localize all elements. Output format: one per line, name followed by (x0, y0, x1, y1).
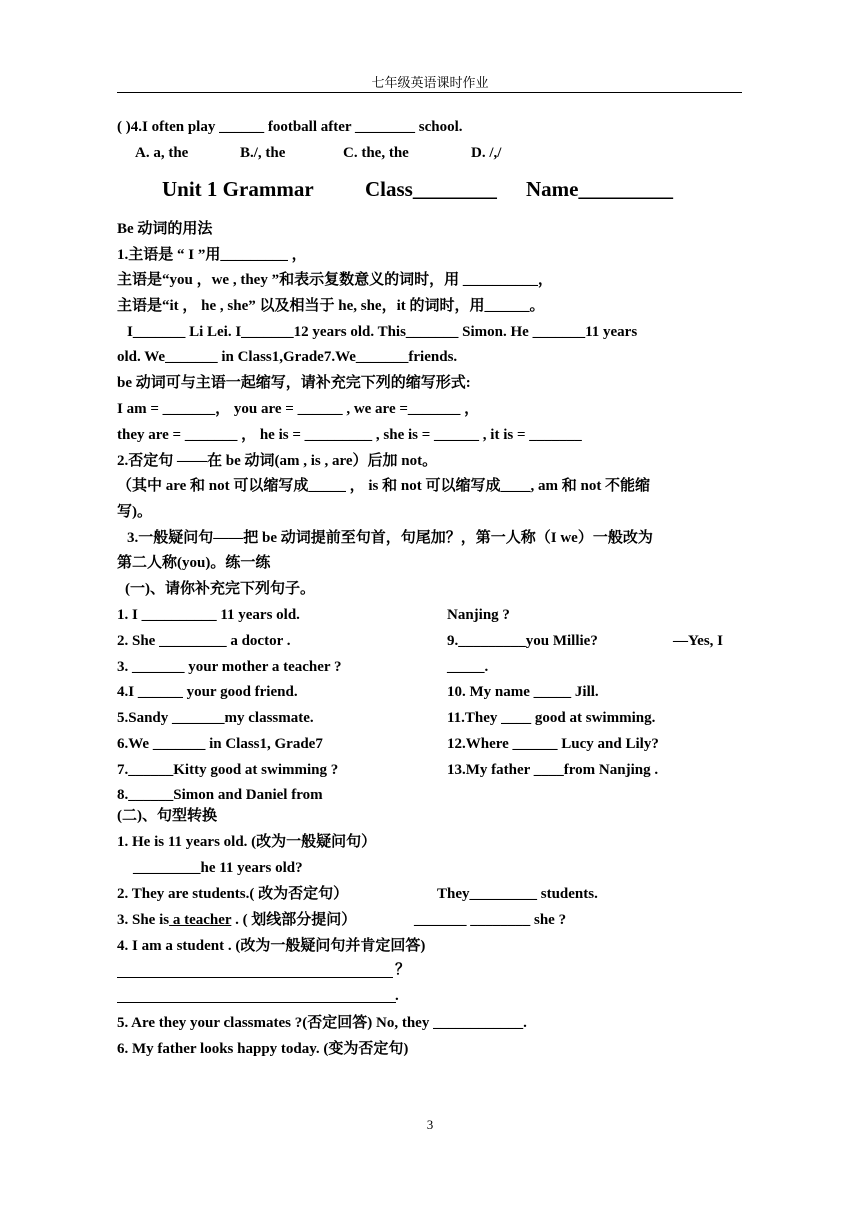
contraction-line-2: they are = _______ ， he is = _________ , she is = ______ , it is = _______ (117, 427, 582, 443)
answer-line-2 (117, 1002, 396, 1003)
q3-prefix: 3. She is (117, 912, 170, 928)
be-line-5: old. We_______ in Class1,Grade7.We_______friends. (117, 349, 458, 365)
negative-line-2: 写)。 (117, 504, 152, 520)
exercise-1-item-11: 11.They ____ good at swimming. (447, 710, 656, 726)
negative-line-1: （其中 are 和 not 可以缩写成_____ ， is 和 not 可以缩写成____, am 和 not 不能缩 (117, 478, 651, 494)
exercise-2-heading: (二)、句型转换 (117, 808, 217, 824)
unit-title: Unit 1 Grammar (162, 177, 314, 201)
q3-underlined-phrase: a teacher (169, 912, 232, 928)
be-line-4: I_______ Li Lei. I_______12 years old. This_______ Simon. He _______11 years (127, 324, 638, 340)
exercise-2-q4: 4. I am a student . (改为一般疑问句并肯定回答) (117, 938, 426, 954)
question-line-2: 第二人称(you)。练一练 (117, 555, 271, 571)
exercise-1-heading: (一)、请你补充完下列句子。 (125, 581, 315, 597)
page-number: 3 (426, 1117, 434, 1132)
be-heading: Be 动词的用法 (117, 221, 213, 237)
question-line-1: 3.一般疑问句——把 be 动词提前至句首，句尾加？，第一人称（I we）一般改为 (127, 530, 653, 546)
option-c: C. the, the (343, 145, 409, 161)
option-d: D. /,/ (471, 145, 502, 161)
exercise-2-q5: 5. Are they your classmates ?(否定回答) No, they ____________. (117, 1015, 527, 1031)
exercise-2-q3-answer: _______ ________ she ? (414, 912, 567, 928)
exercise-1-item-8-continued: Nanjing ? (447, 607, 510, 623)
name-label: Name_________ (526, 177, 673, 201)
exercise-1-item-12: 12.Where ______ Lucy and Lily? (447, 736, 659, 752)
exercise-2-q6: 6. My father looks happy today. (变为否定句) (117, 1041, 409, 1057)
exercise-1-item-9-blank: _____. (447, 659, 489, 675)
be-line-3: 主语是“it ， he , she” 以及相当于 he, she，it 的词时，用______。 (117, 298, 545, 314)
exercise-1-item-7: 7.______Kitty good at swimming ? (117, 762, 339, 778)
q3-suffix: . ( 划线部分提问） (231, 912, 357, 928)
option-b: B./, the (240, 145, 286, 161)
exercise-1-item-4: 4.I ______ your good friend. (117, 684, 298, 700)
answer-line-1-mark: ？ (395, 962, 411, 978)
exercise-2-q2-answer: They_________ students. (437, 886, 598, 902)
class-label: Class________ (365, 177, 497, 201)
exercise-1-item-9: 9._________you Millie? (447, 633, 598, 649)
exercise-1-item-3: 3. _______ your mother a teacher ? (117, 659, 342, 675)
negative-heading: 2.否定句 ——在 be 动词(am , is , are）后加 not。 (117, 453, 438, 469)
exercise-2-q3 (117, 910, 356, 930)
exercise-1-item-2: 2. She _________ a doctor . (117, 633, 291, 649)
answer-line-1 (117, 977, 393, 978)
exercise-2-q1: 1. He is 11 years old. (改为一般疑问句） (117, 834, 377, 850)
exercise-2-q1-answer: _________he 11 years old? (133, 860, 303, 876)
exercise-1-item-10: 10. My name _____ Jill. (447, 684, 599, 700)
page-header: 七年级英语课时作业 (371, 75, 489, 90)
exercise-1-item-1: 1. I __________ 11 years old. (117, 607, 300, 623)
header-rule (117, 92, 742, 93)
be-line-1: 1.主语是 “ I ”用_________ ， (117, 247, 307, 263)
contraction-intro: be 动词可与主语一起缩写，请补充完下列的缩写形式: (117, 375, 471, 391)
question-4-stem: ( )4.I often play ______ football after ________ school. (117, 119, 463, 135)
option-a: A. a, the (135, 145, 189, 161)
contraction-line-1: I am = _______， you are = ______ , we are =_______ ， (117, 401, 480, 417)
exercise-1-item-9-answer: —Yes, I (673, 633, 724, 649)
be-line-2: 主语是“you ，we , they ”和表示复数意义的词时，用 __________， (117, 272, 553, 288)
exercise-1-item-8: 8.______Simon and Daniel from (117, 787, 323, 803)
exercise-1-item-5: 5.Sandy _______my classmate. (117, 710, 314, 726)
answer-line-2-mark: . (395, 988, 399, 1004)
exercise-1-item-13: 13.My father ____from Nanjing . (447, 762, 659, 778)
exercise-1-item-6: 6.We _______ in Class1, Grade7 (117, 736, 323, 752)
exercise-2-q2: 2. They are students.( 改为否定句） (117, 886, 349, 902)
